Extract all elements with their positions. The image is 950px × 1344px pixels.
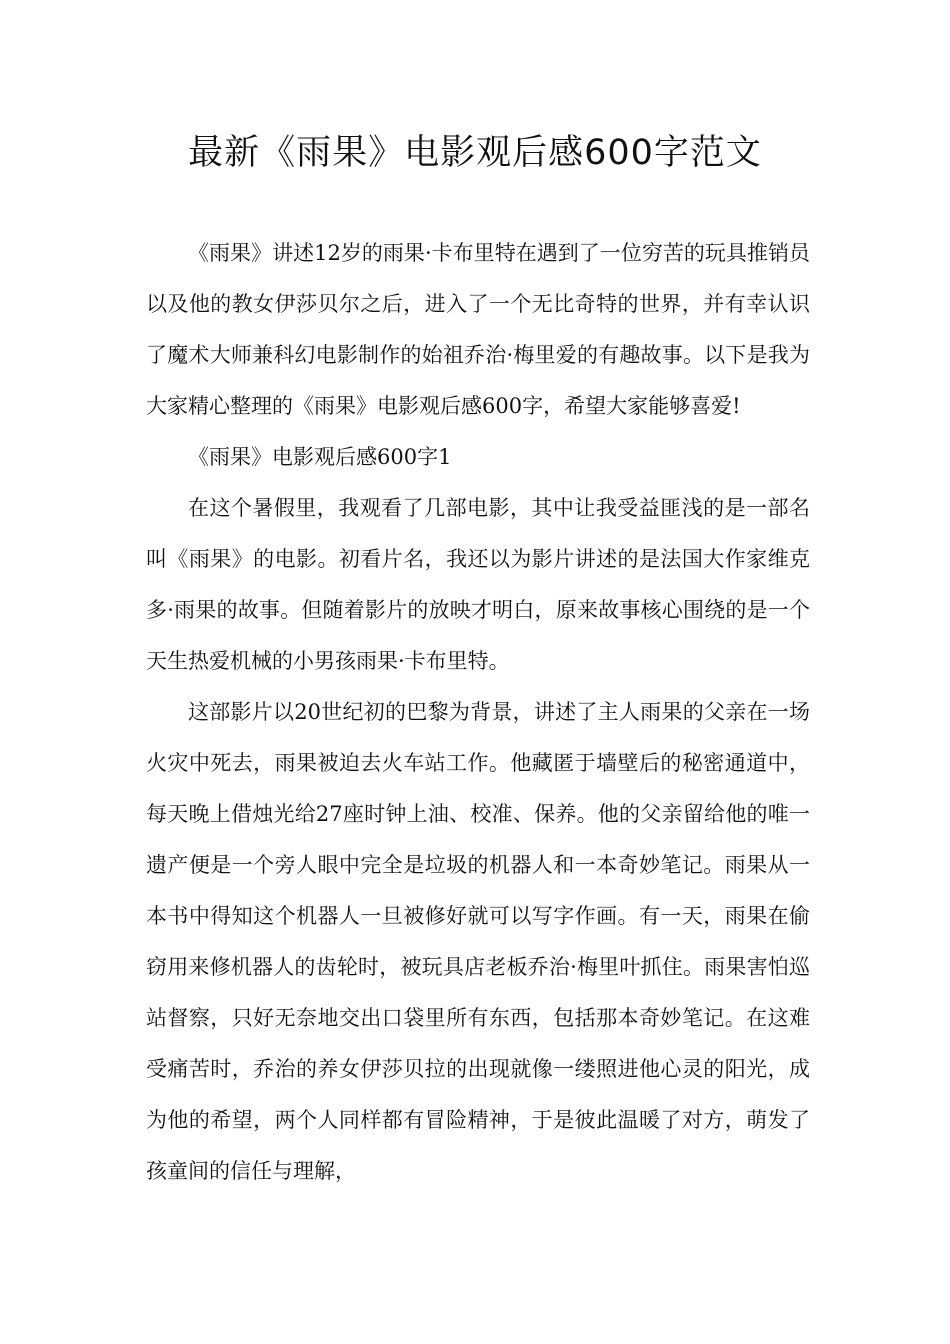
document-body — [146, 228, 810, 1197]
paragraph-intro: 《雨果》讲述12岁的雨果·卡布里特在遇到了一位穷苦的玩具推销员以及他的教女伊莎贝尔之后，进入了一个无比奇特的世界，并有幸认识了魔术大师兼科幻电影制作的始祖乔治·梅里爱的有趣故事。以下是我为大家精心整理的《雨果》电影观后感600字，希望大家能够喜爱! — [146, 241, 810, 418]
paragraph-1: 在这个暑假里，我观看了几部电影，其中让我受益匪浅的是一部名叫《雨果》的电影。初看片名，我还以为影片讲述的是法国大作家维克多·雨果的故事。但随着影片的放映才明白，原来故事核心围绕的是一个天生热爱机械的小男孩雨果·卡布里特。 — [146, 496, 810, 673]
page-title: 最新《雨果》电影观后感600字范文 — [188, 133, 762, 173]
section-heading: 《雨果》电影观后感600字1 — [188, 445, 452, 469]
paragraph-2: 这部影片以20世纪初的巴黎为背景，讲述了主人雨果的父亲在一场火灾中死去，雨果被迫去火车站工作。他藏匿于墙壁后的秘密通道中，每天晚上借烛光给27座时钟上油、校准、保养。他的父亲留给他的唯一遗产便是一个旁人眼中完全是垃圾的机器人和一本奇妙笔记。雨果从一本书中得知这个机器人一旦被修好就可以写字作画。有一天，雨果在偷窃用来修机器人的齿轮时，被玩具店老板乔治·梅里叶抓住。雨果害怕巡站督察，只好无奈地交出口袋里所有东西，包括那本奇妙笔记。在这难受痛苦时，乔治的养女伊莎贝拉的出现就像一缕照进他心灵的阳光，成为他的希望，两个人同样都有冒险精神，于是彼此温暖了对方，萌发了孩童间的信任与理解， — [146, 700, 810, 1183]
